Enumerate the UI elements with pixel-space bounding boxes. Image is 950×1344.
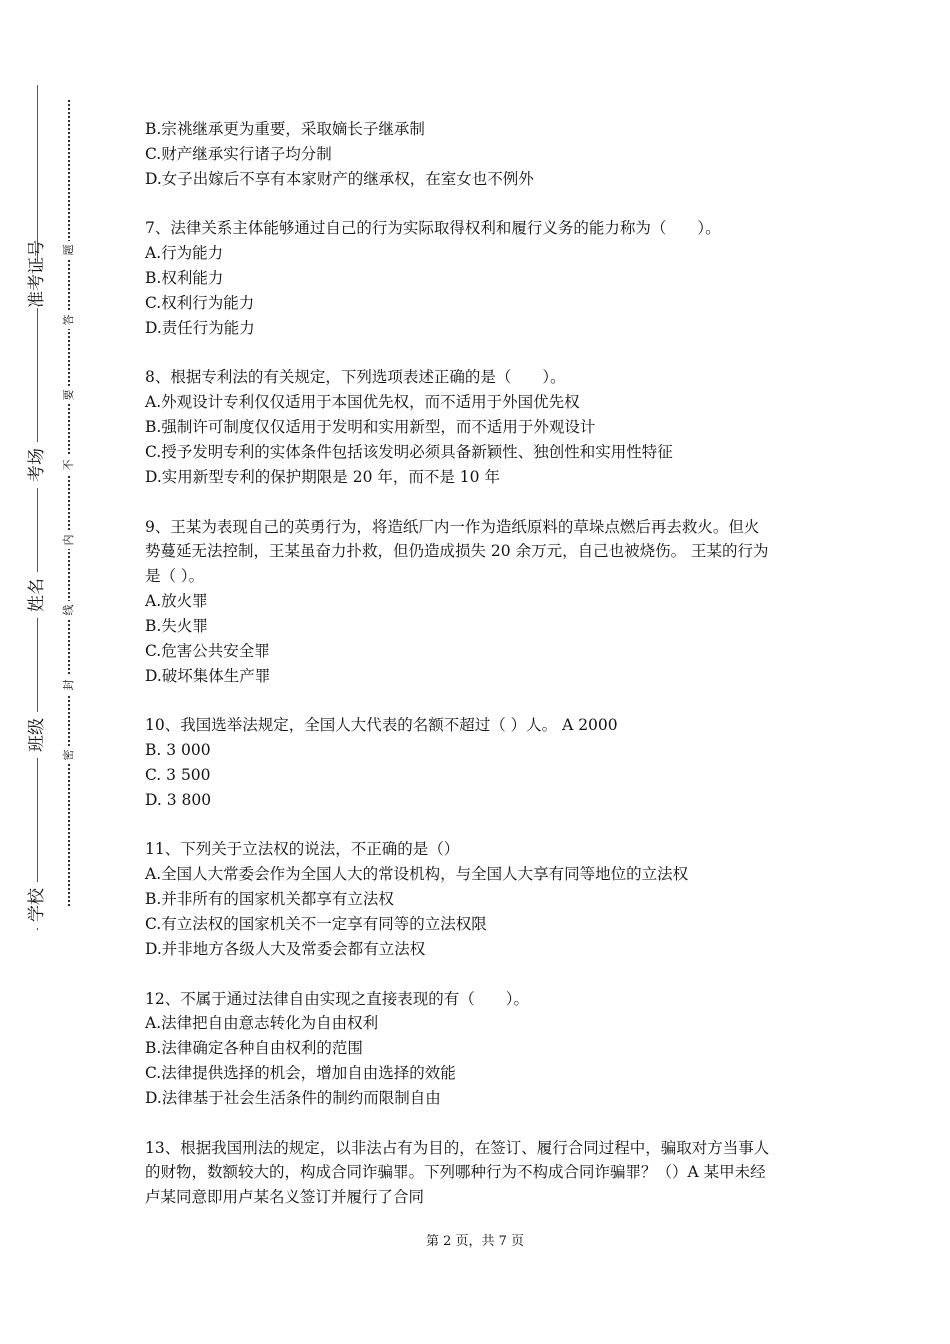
text-line: D.实用新型专利的保护期限是 20 年，而不是 10 年: [145, 467, 500, 486]
text-line: C.有立法权的国家机关不一定享有同等的立法权限: [145, 915, 487, 933]
page-footer: 第 2 页，共 7 页: [425, 1234, 525, 1249]
seal-char: 题: [61, 241, 77, 259]
text-line: A.法律把自由意志转化为自由权利: [145, 1014, 379, 1033]
question-block: [145, 515, 825, 689]
seal-dotted-line: [68, 100, 70, 906]
text-line: 是（ ）。: [145, 567, 205, 586]
margin-field-label: 学校: [25, 882, 49, 928]
spacer: [145, 341, 825, 366]
seal-char: 线: [61, 601, 77, 619]
seal-char: 不: [61, 456, 77, 474]
seal-char: 密: [61, 746, 77, 764]
question-block: [145, 365, 825, 489]
text-line: D.法律基于社会生活条件的制约而限制自由: [145, 1088, 441, 1107]
text-line: D. 3 800: [145, 790, 212, 809]
text-line: C.财产继承实行诸子均分制: [145, 144, 332, 163]
text-line: B.并非所有的国家机关都享有立法权: [145, 890, 394, 909]
question-block: [145, 1136, 825, 1211]
question-block: [145, 713, 825, 812]
seal-char: 要: [61, 386, 77, 404]
text-line: A.行为能力: [145, 244, 224, 263]
text-line: C.权利行为能力: [145, 293, 255, 312]
spacer: [145, 490, 825, 515]
question-block: [145, 837, 825, 961]
spacer: [145, 962, 825, 987]
margin-field-label: 准考证号: [27, 240, 47, 308]
spacer: [145, 688, 825, 713]
text-line: B. 3 000: [145, 741, 211, 760]
margin-line: [37, 85, 38, 930]
text-line: D.并非地方各级人大及常委会都有立法权: [145, 939, 426, 958]
text-line: 12、不属于通过法律自由实现之直接表现的有（ ）。: [145, 989, 529, 1008]
margin-field-label: 姓名: [25, 572, 49, 618]
text-line: 10、我国选举法规定，全国人大代表的名额不超过（ ）人。 A 2000: [145, 716, 618, 735]
text-line: D.女子出嫁后不享有本家财产的继承权，在室女也不例外: [145, 169, 534, 188]
text-line: A.放火罪: [145, 592, 208, 611]
text-line: C.危害公共安全罪: [145, 641, 270, 660]
spacer: [145, 192, 825, 217]
document-body: [145, 117, 825, 1210]
text-line: 8、根据专利法的有关规定，下列选项表述正确的是（ ）。: [145, 368, 566, 387]
text-line: 13、根据我国刑法的规定，以非法占有为目的，在签订、履行合同过程中，骗取对方当事人: [145, 1138, 770, 1157]
text-line: A.外观设计专利仅仅适用于本国优先权，而不适用于外国优先权: [145, 393, 580, 412]
text-line: C.授予发明专利的实体条件包括该发明必须具备新颖性、独创性和实用性特征: [145, 442, 673, 461]
text-line: B.失火罪: [145, 616, 208, 635]
text-line: D.责任行为能力: [145, 318, 255, 337]
seal-char: 答: [61, 311, 77, 329]
text-line: B.强制许可制度仅仅适用于发明和实用新型，而不适用于外观设计: [145, 418, 596, 437]
text-line: 势蔓延无法控制，王某虽奋力扑救，但仍造成损失 20 余万元，自己也被烧伤。 王某的行为: [145, 542, 769, 561]
text-line: 的财物，数额较大的，构成合同诈骗罪。下列哪种行为不构成合同诈骗罪？（）A 某甲未经: [145, 1163, 766, 1182]
text-line: A.全国人大常委会作为全国人大的常设机构，与全国人大享有同等地位的立法权: [145, 865, 689, 884]
text-line: 卢某同意即用卢某名义签订并履行了合同: [145, 1188, 425, 1207]
text-line: B.宗祧继承更为重要，采取嫡长子继承制: [145, 120, 425, 138]
text-line: 9、王某为表现自己的英勇行为，将造纸厂内一作为造纸原料的草垛点燃后再去救火。但火: [145, 517, 760, 536]
text-line: 7、法律关系主体能够通过自己的行为实际取得权利和履行义务的能力称为（ ）。: [145, 219, 721, 238]
margin-field-label: 考场: [25, 442, 49, 488]
text-line: C. 3 500: [145, 765, 211, 784]
text-line: C.法律提供选择的机会，增加自由选择的效能: [145, 1064, 456, 1083]
spacer: [145, 1111, 825, 1136]
text-line: B.权利能力: [145, 269, 224, 288]
text-line: 11、下列关于立法权的说法，不正确的是（）: [145, 840, 460, 859]
text-line: B.法律确定各种自由权利的范围: [145, 1039, 363, 1058]
seal-char: 封: [61, 676, 77, 694]
text-line: D.破坏集体生产罪: [145, 666, 271, 685]
question-block: [145, 117, 825, 192]
spacer: [145, 813, 825, 838]
question-block: [145, 216, 825, 340]
question-block: [145, 987, 825, 1111]
seal-char: 内: [61, 531, 77, 549]
margin-field-label: 班级: [25, 712, 49, 758]
